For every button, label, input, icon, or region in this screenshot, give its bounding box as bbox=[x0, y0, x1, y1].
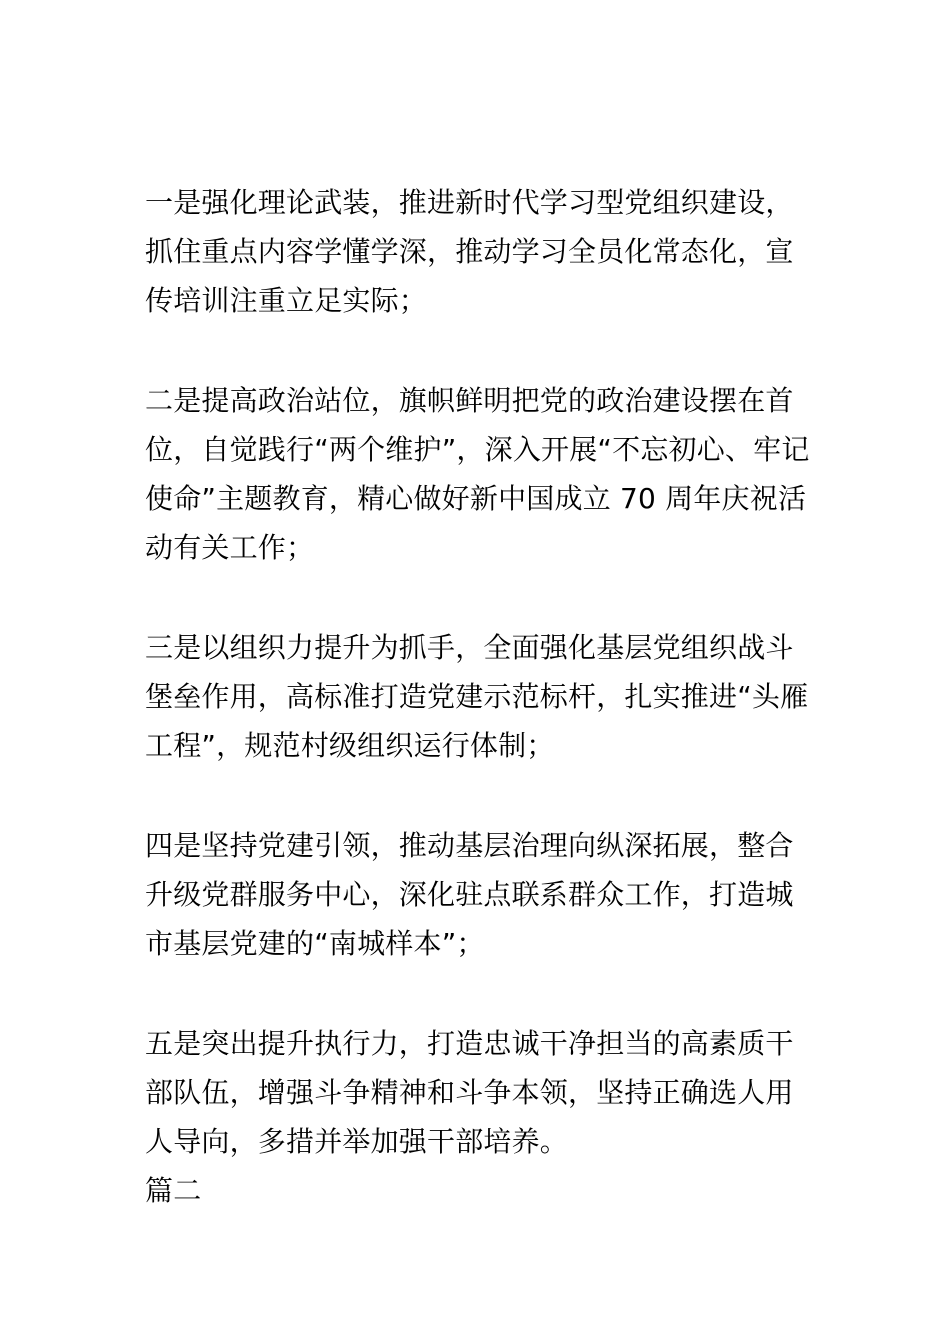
document-body bbox=[145, 178, 810, 1215]
paragraph-5: 五是突出提升执行力，打造忠诚干净担当的高素质干部队伍，增强斗争精神和斗争本领，坚持正确选人用人导向，多措并举加强干部培养。 bbox=[145, 1027, 794, 1158]
section-heading: 篇二 bbox=[145, 1174, 202, 1207]
paragraph-3: 三是以组织力提升为抓手，全面强化基层党组织战斗堡垒作用，高标准打造党建示范标杆，扎实推进“头雁工程”，规范村级组织运行体制； bbox=[145, 631, 809, 762]
paragraph-2: 二是提高政治站位，旗帜鲜明把党的政治建设摆在首位，自觉践行“两个维护”，深入开展“不忘初心、牢记使命”主题教育，精心做好新中国成立 70 周年庆祝活动有关工作； bbox=[145, 384, 810, 564]
paragraph-1: 一是强化理论武装，推进新时代学习型党组织建设，抓住重点内容学懂学深，推动学习全员化常态化，宣传培训注重立足实际； bbox=[145, 186, 794, 317]
paragraph-4: 四是坚持党建引领，推动基层治理向纵深拓展，整合升级党群服务中心，深化驻点联系群众工作，打造城市基层党建的“南城样本”； bbox=[145, 829, 794, 960]
